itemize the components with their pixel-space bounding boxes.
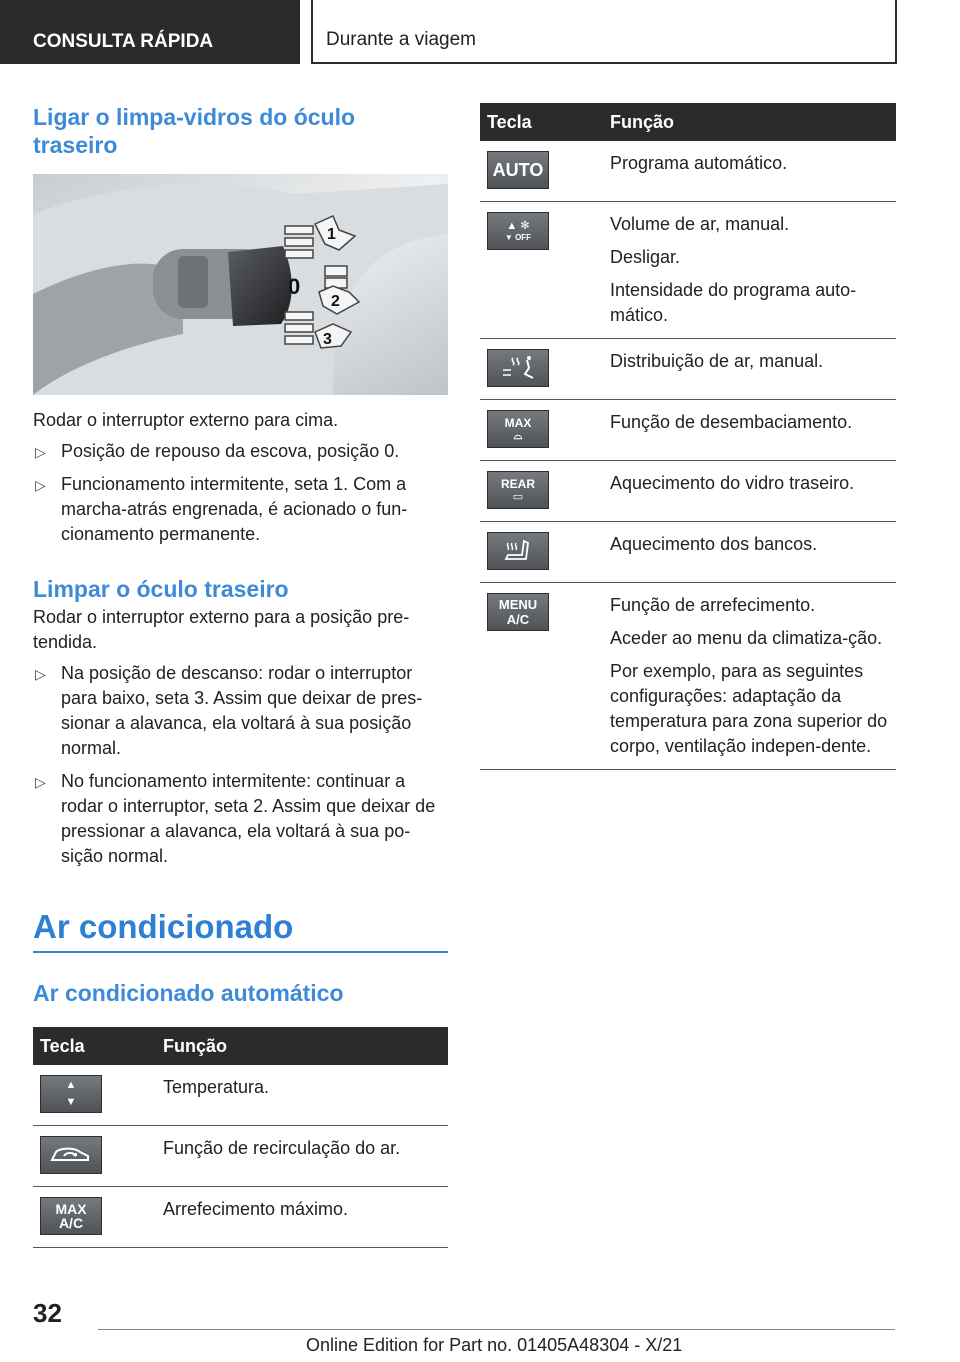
- max-ac-icon: MAX A/C: [40, 1197, 102, 1235]
- function-text: Desligar.: [610, 247, 681, 267]
- bullet-text: Funcionamento intermitente, seta 1. Com a marcha-atrás engrenada, é acionado o fun-cionamento permanente.: [61, 474, 408, 544]
- function-text: Volume de ar, manual.: [610, 214, 790, 234]
- figure-label-2: 2: [331, 293, 340, 310]
- table-row: [480, 141, 896, 202]
- rear-defrost-icon: REAR ▭: [487, 471, 549, 509]
- list-item: [33, 769, 448, 869]
- function-text: Função de desembaciamento.: [610, 412, 853, 432]
- table-row: [480, 522, 896, 583]
- figure-label-1: 1: [327, 226, 336, 243]
- right-column: [480, 103, 896, 770]
- left-column: [33, 103, 448, 1248]
- list-item: [33, 439, 448, 464]
- clean-heading: Limpar o óculo traseiro: [33, 576, 289, 602]
- function-text: Temperatura.: [163, 1077, 270, 1097]
- table-row: [33, 1187, 448, 1248]
- table-header-row: [480, 103, 896, 141]
- function-text: Aquecimento dos bancos.: [610, 534, 818, 554]
- recirculation-icon: [40, 1136, 102, 1174]
- table-row: [33, 1126, 448, 1187]
- col-func-header: Função: [163, 1027, 448, 1065]
- function-text: Aquecimento do vidro traseiro.: [610, 473, 855, 493]
- function-text: Arrefecimento máximo.: [163, 1199, 349, 1219]
- wiper-bullets: [33, 439, 448, 547]
- list-item: [33, 661, 448, 761]
- bullet-text: No funcionamento intermitente: continuar a rodar o interruptor, seta 2. Assim que deixar de pressionar a alavanca, ela voltará à sua po-sição normal.: [61, 771, 436, 866]
- header-chapter: [311, 0, 897, 64]
- clean-intro: Rodar o interruptor externo para a posição pre-tendida.: [33, 607, 410, 652]
- triangle-bullet-icon: ▷: [35, 666, 46, 682]
- page-number: 32: [33, 1298, 62, 1328]
- menu-ac-icon: MENU A/C: [487, 593, 549, 631]
- ac-heading: [33, 907, 448, 953]
- function-text: Distribuição de ar, manual.: [610, 351, 824, 371]
- figure-label-0: 0: [288, 274, 301, 299]
- col-key-header: Tecla: [480, 103, 610, 141]
- table-row: [480, 339, 896, 400]
- triangle-bullet-icon: ▷: [35, 774, 46, 790]
- col-key-header: Tecla: [33, 1027, 163, 1065]
- table-row: [480, 202, 896, 339]
- header-section-label: CONSULTA RÁPIDA: [33, 31, 214, 52]
- wiper-lever-photo: [33, 174, 448, 395]
- ac-auto-heading: Ar condicionado automático: [33, 980, 344, 1006]
- list-item: [33, 472, 448, 547]
- bullet-text: Posição de repouso da escova, posição 0.: [61, 441, 400, 461]
- function-text: Função de recirculação do ar.: [163, 1138, 401, 1158]
- max-defrost-icon: MAX ⌓: [487, 410, 549, 448]
- seat-heating-icon: [487, 532, 549, 570]
- edition-footer: Online Edition for Part no. 01405A48304 - X/21: [306, 1335, 683, 1355]
- table-row: [480, 461, 896, 522]
- col-func-header: Função: [610, 103, 896, 141]
- function-text: Intensidade do programa auto-mático.: [610, 280, 857, 325]
- table-row: [33, 1065, 448, 1126]
- table-header-row: [33, 1027, 448, 1065]
- footer-divider: [98, 1329, 895, 1330]
- wiper-lever-illustration: [33, 174, 448, 395]
- temperature-arrows-icon: ▲ ▼: [40, 1075, 102, 1113]
- figure-label-3: 3: [323, 331, 332, 348]
- table-row: [480, 400, 896, 461]
- function-text: Aceder ao menu da climatiza-ção.: [610, 628, 883, 648]
- triangle-bullet-icon: ▷: [35, 444, 46, 460]
- triangle-bullet-icon: ▷: [35, 477, 46, 493]
- table-row: [480, 583, 896, 770]
- bullet-text: Na posição de descanso: rodar o interruptor para baixo, seta 3. Assim que deixar de pres-sionar a alavanca, ela voltará à sua posição normal.: [61, 663, 423, 758]
- air-distribution-icon: [487, 349, 549, 387]
- function-text: Programa automático.: [610, 153, 788, 173]
- function-text: Por exemplo, para as seguintes configurações: adaptação da temperatura para zona superior do corpo, ventilação indepen-dente.: [610, 661, 888, 756]
- fan-off-icon: ▲ ✻ ▼ OFF: [487, 212, 549, 250]
- header-section: [0, 0, 300, 64]
- header-chapter-label: Durante a viagem: [326, 29, 476, 50]
- function-text: Função de arrefecimento.: [610, 595, 816, 615]
- clean-bullets: [33, 661, 448, 869]
- ac-right-table: [480, 103, 896, 770]
- ac-heading-label: Ar condicionado: [33, 908, 294, 945]
- auto-icon: AUTO: [487, 151, 549, 189]
- ac-left-table: [33, 1027, 448, 1248]
- wiper-intro: Rodar o interruptor externo para cima.: [33, 410, 339, 430]
- wiper-heading: Ligar o limpa-vidros do óculo traseiro: [33, 104, 356, 158]
